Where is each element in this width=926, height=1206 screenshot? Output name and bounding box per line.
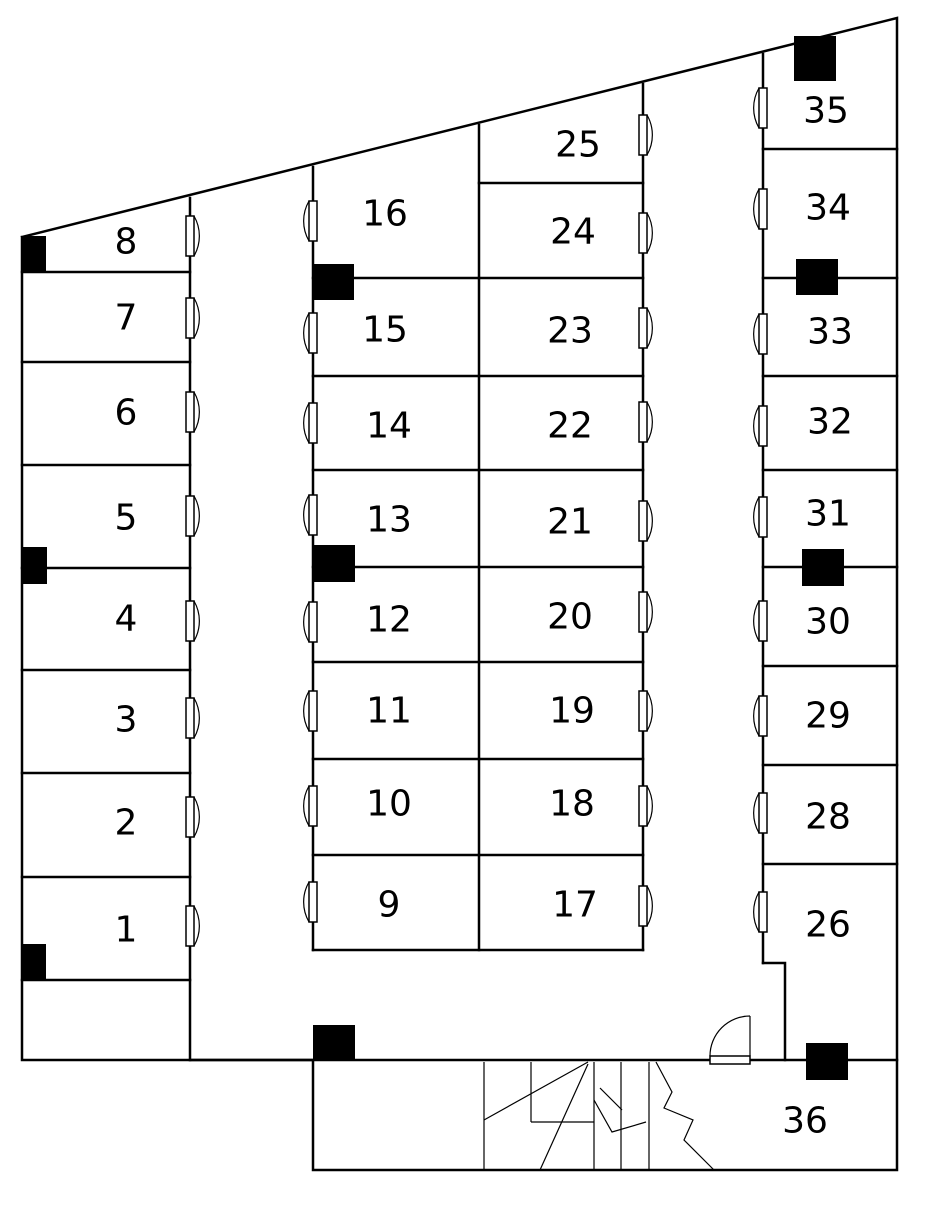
pillar <box>22 547 47 584</box>
room-29-label: 29 <box>805 695 851 737</box>
pillar <box>313 1025 355 1061</box>
room-31-label: 31 <box>805 493 851 535</box>
room-labels <box>115 91 853 1142</box>
room-15-label: 15 <box>362 309 408 351</box>
door-icon <box>186 797 199 837</box>
pillars <box>22 36 848 1080</box>
door-icon <box>754 88 767 128</box>
pillar <box>22 944 46 980</box>
room-23-label: 23 <box>547 310 593 352</box>
room-28-label: 28 <box>805 796 851 838</box>
room-13-label: 13 <box>366 499 412 541</box>
room-18-label: 18 <box>549 783 595 825</box>
door-icon <box>186 698 199 738</box>
pillar <box>313 264 354 300</box>
staircase <box>484 1062 714 1170</box>
door-icon <box>754 314 767 354</box>
door-icon <box>639 213 652 253</box>
pillar <box>794 36 836 81</box>
door-icon <box>304 602 317 642</box>
room-26-label: 26 <box>805 904 851 946</box>
door-icon <box>639 691 652 731</box>
door-icon <box>304 786 317 826</box>
door-icon <box>186 298 199 338</box>
door-icon <box>186 392 199 432</box>
room-11-label: 11 <box>366 690 412 732</box>
room-2-label: 2 <box>114 802 138 844</box>
door-icon <box>186 216 199 256</box>
door-icon <box>639 308 652 348</box>
door-icon <box>304 403 317 443</box>
room-25-label: 25 <box>555 124 601 166</box>
room-16-label: 16 <box>362 193 408 235</box>
room-8-label: 8 <box>114 221 138 263</box>
room-14-label: 14 <box>366 405 412 447</box>
door-icon <box>639 786 652 826</box>
door-icon <box>754 892 767 932</box>
door-icon <box>639 115 652 155</box>
room-9-label: 9 <box>377 884 401 926</box>
room-34-label: 34 <box>805 187 851 229</box>
room-24-label: 24 <box>550 211 596 253</box>
door-icon <box>754 793 767 833</box>
door-icon <box>639 886 652 926</box>
pillar <box>806 1043 848 1080</box>
door-icon <box>304 882 317 922</box>
door-icon <box>304 201 317 241</box>
room-21-label: 21 <box>547 501 593 543</box>
pillar <box>796 259 838 295</box>
room-17-label: 17 <box>552 884 598 926</box>
door-icon <box>754 497 767 537</box>
room-33-label: 33 <box>807 311 853 353</box>
door-icon <box>186 601 199 641</box>
room-5-label: 5 <box>114 497 138 539</box>
room-22-label: 22 <box>547 405 593 447</box>
door-icon <box>639 402 652 442</box>
pillar <box>22 236 46 273</box>
room-20-label: 20 <box>547 596 593 638</box>
room-4-label: 4 <box>114 598 138 640</box>
door-icon <box>754 406 767 446</box>
door-icon <box>304 495 317 535</box>
doors <box>186 88 767 1064</box>
room-35-label: 35 <box>803 90 849 132</box>
door-icon <box>754 189 767 229</box>
room-12-label: 12 <box>366 599 412 641</box>
room-30-label: 30 <box>805 601 851 643</box>
room-1-label: 1 <box>114 909 138 951</box>
room-6-label: 6 <box>114 392 138 434</box>
room-3-label: 3 <box>114 699 138 741</box>
pillar <box>802 549 844 586</box>
door-icon <box>754 601 767 641</box>
door-icon <box>304 313 317 353</box>
room-19-label: 19 <box>549 690 595 732</box>
room-36-label: 36 <box>782 1100 828 1142</box>
door-icon <box>304 691 317 731</box>
door-icon <box>186 496 199 536</box>
room-7-label: 7 <box>114 297 138 339</box>
room-10-label: 10 <box>366 783 412 825</box>
door-icon <box>639 592 652 632</box>
door-icon <box>754 696 767 736</box>
door-icon <box>639 501 652 541</box>
room-32-label: 32 <box>807 401 853 443</box>
door-icon <box>710 1016 750 1064</box>
pillar <box>313 545 355 582</box>
door-icon <box>186 906 199 946</box>
